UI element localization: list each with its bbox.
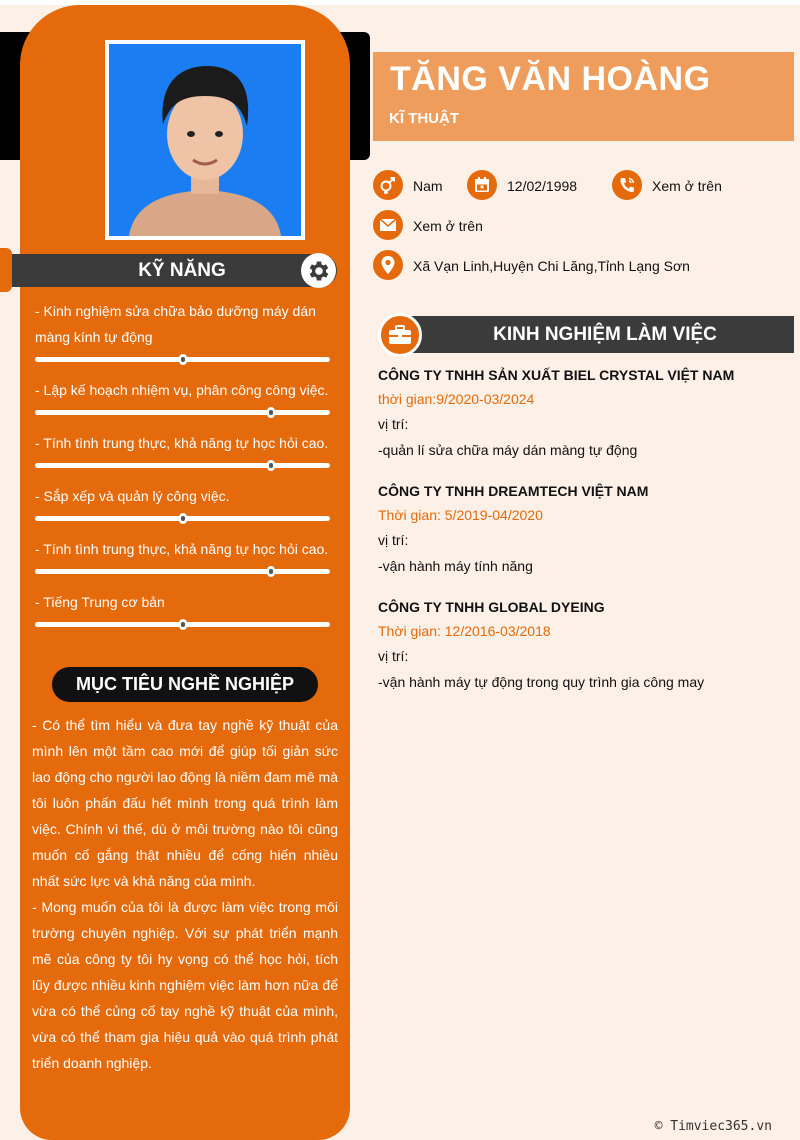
skill-label: - Tính tình trung thực, khả năng tự học hỏi cao. — [35, 435, 329, 451]
skill-level-knob — [267, 566, 275, 577]
skills-header — [12, 254, 337, 287]
experience-header — [405, 316, 794, 353]
skill-item — [35, 377, 330, 415]
gear-icon — [301, 253, 336, 288]
profile-photo-frame — [105, 40, 305, 240]
career-goal-paragraph: - Mong muốn của tôi là được làm việc trong môi trường chuyên nghiệp. Với sự phát triển mạnh mẽ của công ty tôi hy vọng có thể học hỏi, tích lũy được nhiều kinh nghiệm việc làm hơn nữa để vừa có thể củng cố tay nghề kỹ thuật của mình, vừa có thể tham gia hiệu quả vào quá trình phát triển doanh nghiệp. — [32, 899, 338, 1071]
skill-level-knob — [267, 460, 275, 471]
career-goal-paragraph: - Có thể tìm hiểu và đưa tay nghề kỹ thuật của mình lên một tầm cao mới để giúp tối giản sức lao động cho người lao động là niềm đam mê mà tôi luôn phấn đấu hết mình trong quá trình làm việc. Chính vì thế, dù ở môi trường nào tôi cũng muốn cố gắng thật nhiều để cống hiến nhiều nhất sức lực và khả năng của mình. — [32, 717, 338, 889]
company-name: CÔNG TY TNHH DREAMTECH VIỆT NAM — [378, 483, 649, 499]
career-goal-text — [32, 712, 338, 1076]
skill-label: - Tiếng Trung cơ bản — [35, 594, 165, 610]
skill-level-knob — [179, 513, 187, 524]
experience-title: KINH NGHIỆM LÀM VIỆC — [493, 324, 717, 345]
skills-header-tab — [0, 248, 12, 292]
skill-item — [35, 536, 330, 574]
skill-item — [35, 430, 330, 468]
footer-credit: © Timviec365.vn — [654, 1119, 772, 1134]
company-time: thời gian:9/2020-03/2024 — [378, 391, 535, 407]
skill-item — [35, 483, 330, 521]
career-goal-title: MỤC TIÊU NGHỀ NGHIỆP — [52, 667, 318, 702]
calendar-icon — [467, 170, 497, 200]
company-position: vị trí: — [378, 532, 409, 548]
gender-value: Nam — [413, 178, 443, 194]
skill-level-bar — [35, 463, 330, 468]
company-time: Thời gian: 12/2016-03/2018 — [378, 623, 551, 639]
company-description: -quản lí sửa chữa máy dán màng tự động — [378, 442, 638, 458]
skill-level-knob — [179, 354, 187, 365]
phone-icon — [612, 170, 642, 200]
experience-item — [378, 598, 788, 691]
skill-label: - Kinh nghiệm sửa chữa bảo dưỡng máy dán màng kính tự động — [35, 303, 316, 345]
experience-item — [378, 482, 788, 575]
address-value: Xã Vạn Linh,Huyện Chi Lăng,Tỉnh Lạng Sơn — [413, 258, 690, 274]
profile-photo-illustration — [109, 44, 301, 236]
gender-icon — [373, 170, 403, 200]
skill-level-bar — [35, 357, 330, 362]
company-name: CÔNG TY TNHH GLOBAL DYEING — [378, 599, 605, 615]
skill-level-knob — [267, 407, 275, 418]
skill-label: - Sắp xếp và quản lý công việc. — [35, 488, 230, 504]
job-title: KĨ THUẬT — [389, 110, 459, 127]
company-description: -vận hành máy tính năng — [378, 558, 533, 574]
candidate-name: TĂNG VĂN HOÀNG — [390, 60, 711, 98]
skill-item — [35, 298, 330, 362]
briefcase-icon — [378, 313, 422, 357]
company-description: -vận hành máy tự động trong quy trình gia công may — [378, 674, 705, 690]
skill-item — [35, 589, 330, 627]
location-pin-icon — [373, 250, 403, 280]
skills-title: KỸ NĂNG — [138, 260, 226, 281]
name-header — [373, 52, 794, 141]
skill-level-bar — [35, 569, 330, 574]
profile-photo — [109, 44, 301, 236]
company-name: CÔNG TY TNHH SẢN XUẤT BIEL CRYSTAL VIỆT NAM — [378, 367, 735, 383]
company-time: Thời gian: 5/2019-04/2020 — [378, 507, 543, 523]
skill-level-bar — [35, 516, 330, 521]
skill-level-bar — [35, 410, 330, 415]
skill-level-bar — [35, 622, 330, 627]
skill-level-knob — [179, 619, 187, 630]
mail-icon — [373, 210, 403, 240]
skill-label: - Lập kế hoạch nhiệm vụ, phân công công việc. — [35, 382, 329, 398]
company-position: vị trí: — [378, 416, 409, 432]
phone-value: Xem ở trên — [652, 178, 722, 194]
skill-label: - Tính tình trung thực, khả năng tự học hỏi cao. — [35, 541, 329, 557]
company-position: vị trí: — [378, 648, 409, 664]
email-value: Xem ở trên — [413, 218, 483, 234]
birthday-value: 12/02/1998 — [507, 178, 578, 194]
experience-item — [378, 366, 788, 459]
